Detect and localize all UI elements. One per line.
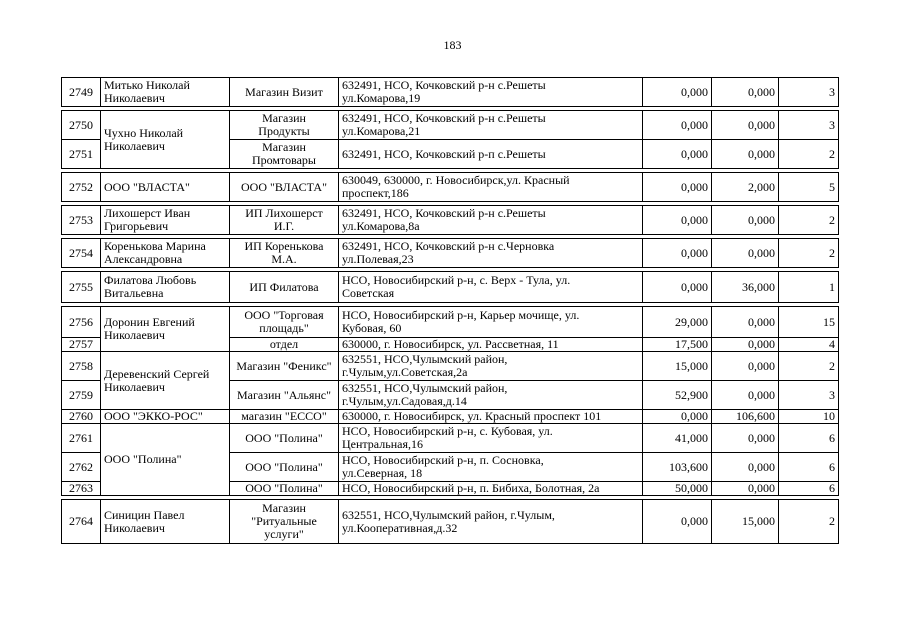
owner-name: ООО "ЭККО-РОС"	[101, 410, 230, 424]
row-number: 2749	[62, 78, 101, 107]
value-1: 0,000	[643, 239, 712, 268]
value-3: 2	[779, 500, 839, 544]
object-name: Магазин "Феникс"	[230, 352, 339, 381]
address: 632491, НСО, Кочковский р-н с.Решеты ул.Комарова,19	[339, 78, 643, 107]
table-row	[62, 424, 839, 453]
table-row	[62, 206, 839, 235]
value-3: 2	[779, 352, 839, 381]
owner-name: Чухно Николай Николаевич	[101, 111, 230, 169]
value-2: 0,000	[712, 239, 779, 268]
object-name: ООО "Торговая площадь"	[230, 307, 339, 338]
row-number: 2756	[62, 307, 101, 338]
value-3: 1	[779, 272, 839, 303]
value-2: 0,000	[712, 424, 779, 453]
value-2: 0,000	[712, 352, 779, 381]
value-2: 0,000	[712, 206, 779, 235]
value-1: 0,000	[643, 500, 712, 544]
object-name: ООО "Полина"	[230, 424, 339, 453]
address: 632551, НСО,Чулымский район, г.Чулым, ул.Кооперативная,д.32	[339, 500, 643, 544]
row-number: 2764	[62, 500, 101, 544]
row-number: 2752	[62, 173, 101, 202]
value-1: 103,600	[643, 453, 712, 482]
object-name: Магазин Промтовары	[230, 140, 339, 169]
row-number: 2757	[62, 338, 101, 352]
object-name: ООО "Полина"	[230, 482, 339, 496]
address: 630000, г. Новосибирск, ул. Рассветная, 11	[339, 338, 643, 352]
row-number: 2760	[62, 410, 101, 424]
address: 632491, НСО, Кочковский р-н с.Решеты ул.Комарова,21	[339, 111, 643, 140]
value-1: 0,000	[643, 111, 712, 140]
registry-table	[61, 77, 839, 544]
table-row	[62, 111, 839, 140]
object-name: магазин "ЕССО"	[230, 410, 339, 424]
object-name: Магазин Продукты	[230, 111, 339, 140]
table-row	[62, 410, 839, 424]
value-3: 3	[779, 78, 839, 107]
value-1: 0,000	[643, 410, 712, 424]
value-1: 41,000	[643, 424, 712, 453]
value-2: 2,000	[712, 173, 779, 202]
address: 632491, НСО, Кочковский р-н с.Черновка ул.Полевая,23	[339, 239, 643, 268]
address: НСО, Новосибирский р-н, п. Бибиха, Болотная, 2а	[339, 482, 643, 496]
owner-name: ООО "ВЛАСТА"	[101, 173, 230, 202]
object-name: Магазин "Альянс"	[230, 381, 339, 410]
row-number: 2753	[62, 206, 101, 235]
owner-name: Филатова Любовь Витальевна	[101, 272, 230, 303]
page-number: 183	[443, 38, 462, 52]
value-2: 106,600	[712, 410, 779, 424]
address: НСО, Новосибирский р-н, с. Верх - Тула, ул. Советская	[339, 272, 643, 303]
value-2: 0,000	[712, 453, 779, 482]
owner-name: Синицин Павел Николаевич	[101, 500, 230, 544]
owner-name: ООО "Полина"	[101, 424, 230, 496]
address: 632551, НСО,Чулымский район, г.Чулым,ул.Советская,2а	[339, 352, 643, 381]
row-number: 2762	[62, 453, 101, 482]
row-number: 2759	[62, 381, 101, 410]
value-3: 2	[779, 140, 839, 169]
row-number: 2751	[62, 140, 101, 169]
value-1: 15,000	[643, 352, 712, 381]
object-name: отдел	[230, 338, 339, 352]
address: 630000, г. Новосибирск, ул. Красный проспект 101	[339, 410, 643, 424]
value-2: 0,000	[712, 111, 779, 140]
value-1: 17,500	[643, 338, 712, 352]
object-name: ИП Коренькова М.А.	[230, 239, 339, 268]
row-number: 2763	[62, 482, 101, 496]
value-3: 10	[779, 410, 839, 424]
object-name: Магазин "Ритуальные услуги"	[230, 500, 339, 544]
table-row	[62, 239, 839, 268]
table-row	[62, 307, 839, 338]
value-1: 0,000	[643, 78, 712, 107]
table-row	[62, 500, 839, 544]
row-number: 2750	[62, 111, 101, 140]
value-2: 15,000	[712, 500, 779, 544]
owner-name: Коренькова Марина Александровна	[101, 239, 230, 268]
value-2: 0,000	[712, 482, 779, 496]
owner-name: Митько Николай Николаевич	[101, 78, 230, 107]
address: НСО, Новосибирский р-н, с. Кубовая, ул. Центральная,16	[339, 424, 643, 453]
value-1: 0,000	[643, 272, 712, 303]
object-name: ИП Лихошерст И.Г.	[230, 206, 339, 235]
object-name: ИП Филатова	[230, 272, 339, 303]
owner-name: Лихошерст Иван Григорьевич	[101, 206, 230, 235]
row-number: 2761	[62, 424, 101, 453]
object-name: Магазин Визит	[230, 78, 339, 107]
value-3: 2	[779, 239, 839, 268]
object-name: ООО "ВЛАСТА"	[230, 173, 339, 202]
owner-name: Деревенский Сергей Николаевич	[101, 352, 230, 410]
row-number: 2754	[62, 239, 101, 268]
value-3: 6	[779, 424, 839, 453]
value-1: 0,000	[643, 140, 712, 169]
value-1: 52,900	[643, 381, 712, 410]
value-1: 0,000	[643, 173, 712, 202]
table-row	[62, 272, 839, 303]
address: 632551, НСО,Чулымский район, г.Чулым,ул.Садовая,д.14	[339, 381, 643, 410]
row-number: 2755	[62, 272, 101, 303]
table-row	[62, 78, 839, 107]
value-2: 0,000	[712, 140, 779, 169]
value-3: 6	[779, 482, 839, 496]
address: 632491, НСО, Кочковский р-п с.Решеты	[339, 140, 643, 169]
value-1: 50,000	[643, 482, 712, 496]
value-3: 3	[779, 381, 839, 410]
address: 630049, 630000, г. Новосибирск,ул. Красный проспект,186	[339, 173, 643, 202]
value-2: 0,000	[712, 307, 779, 338]
value-2: 0,000	[712, 338, 779, 352]
value-3: 6	[779, 453, 839, 482]
value-3: 3	[779, 111, 839, 140]
address: НСО, Новосибирский р-н, п. Сосновка, ул.Северная, 18	[339, 453, 643, 482]
value-1: 29,000	[643, 307, 712, 338]
value-1: 0,000	[643, 206, 712, 235]
object-name: ООО "Полина"	[230, 453, 339, 482]
table-row	[62, 173, 839, 202]
value-2: 0,000	[712, 78, 779, 107]
table-row	[62, 352, 839, 381]
value-2: 36,000	[712, 272, 779, 303]
row-number: 2758	[62, 352, 101, 381]
address: 632491, НСО, Кочковский р-н с.Решеты ул.Комарова,8а	[339, 206, 643, 235]
value-3: 15	[779, 307, 839, 338]
value-3: 4	[779, 338, 839, 352]
value-3: 2	[779, 206, 839, 235]
value-2: 0,000	[712, 381, 779, 410]
owner-name: Доронин Евгений Николаевич	[101, 307, 230, 352]
address: НСО, Новосибирский р-н, Карьер мочище, ул. Кубовая, 60	[339, 307, 643, 338]
value-3: 5	[779, 173, 839, 202]
